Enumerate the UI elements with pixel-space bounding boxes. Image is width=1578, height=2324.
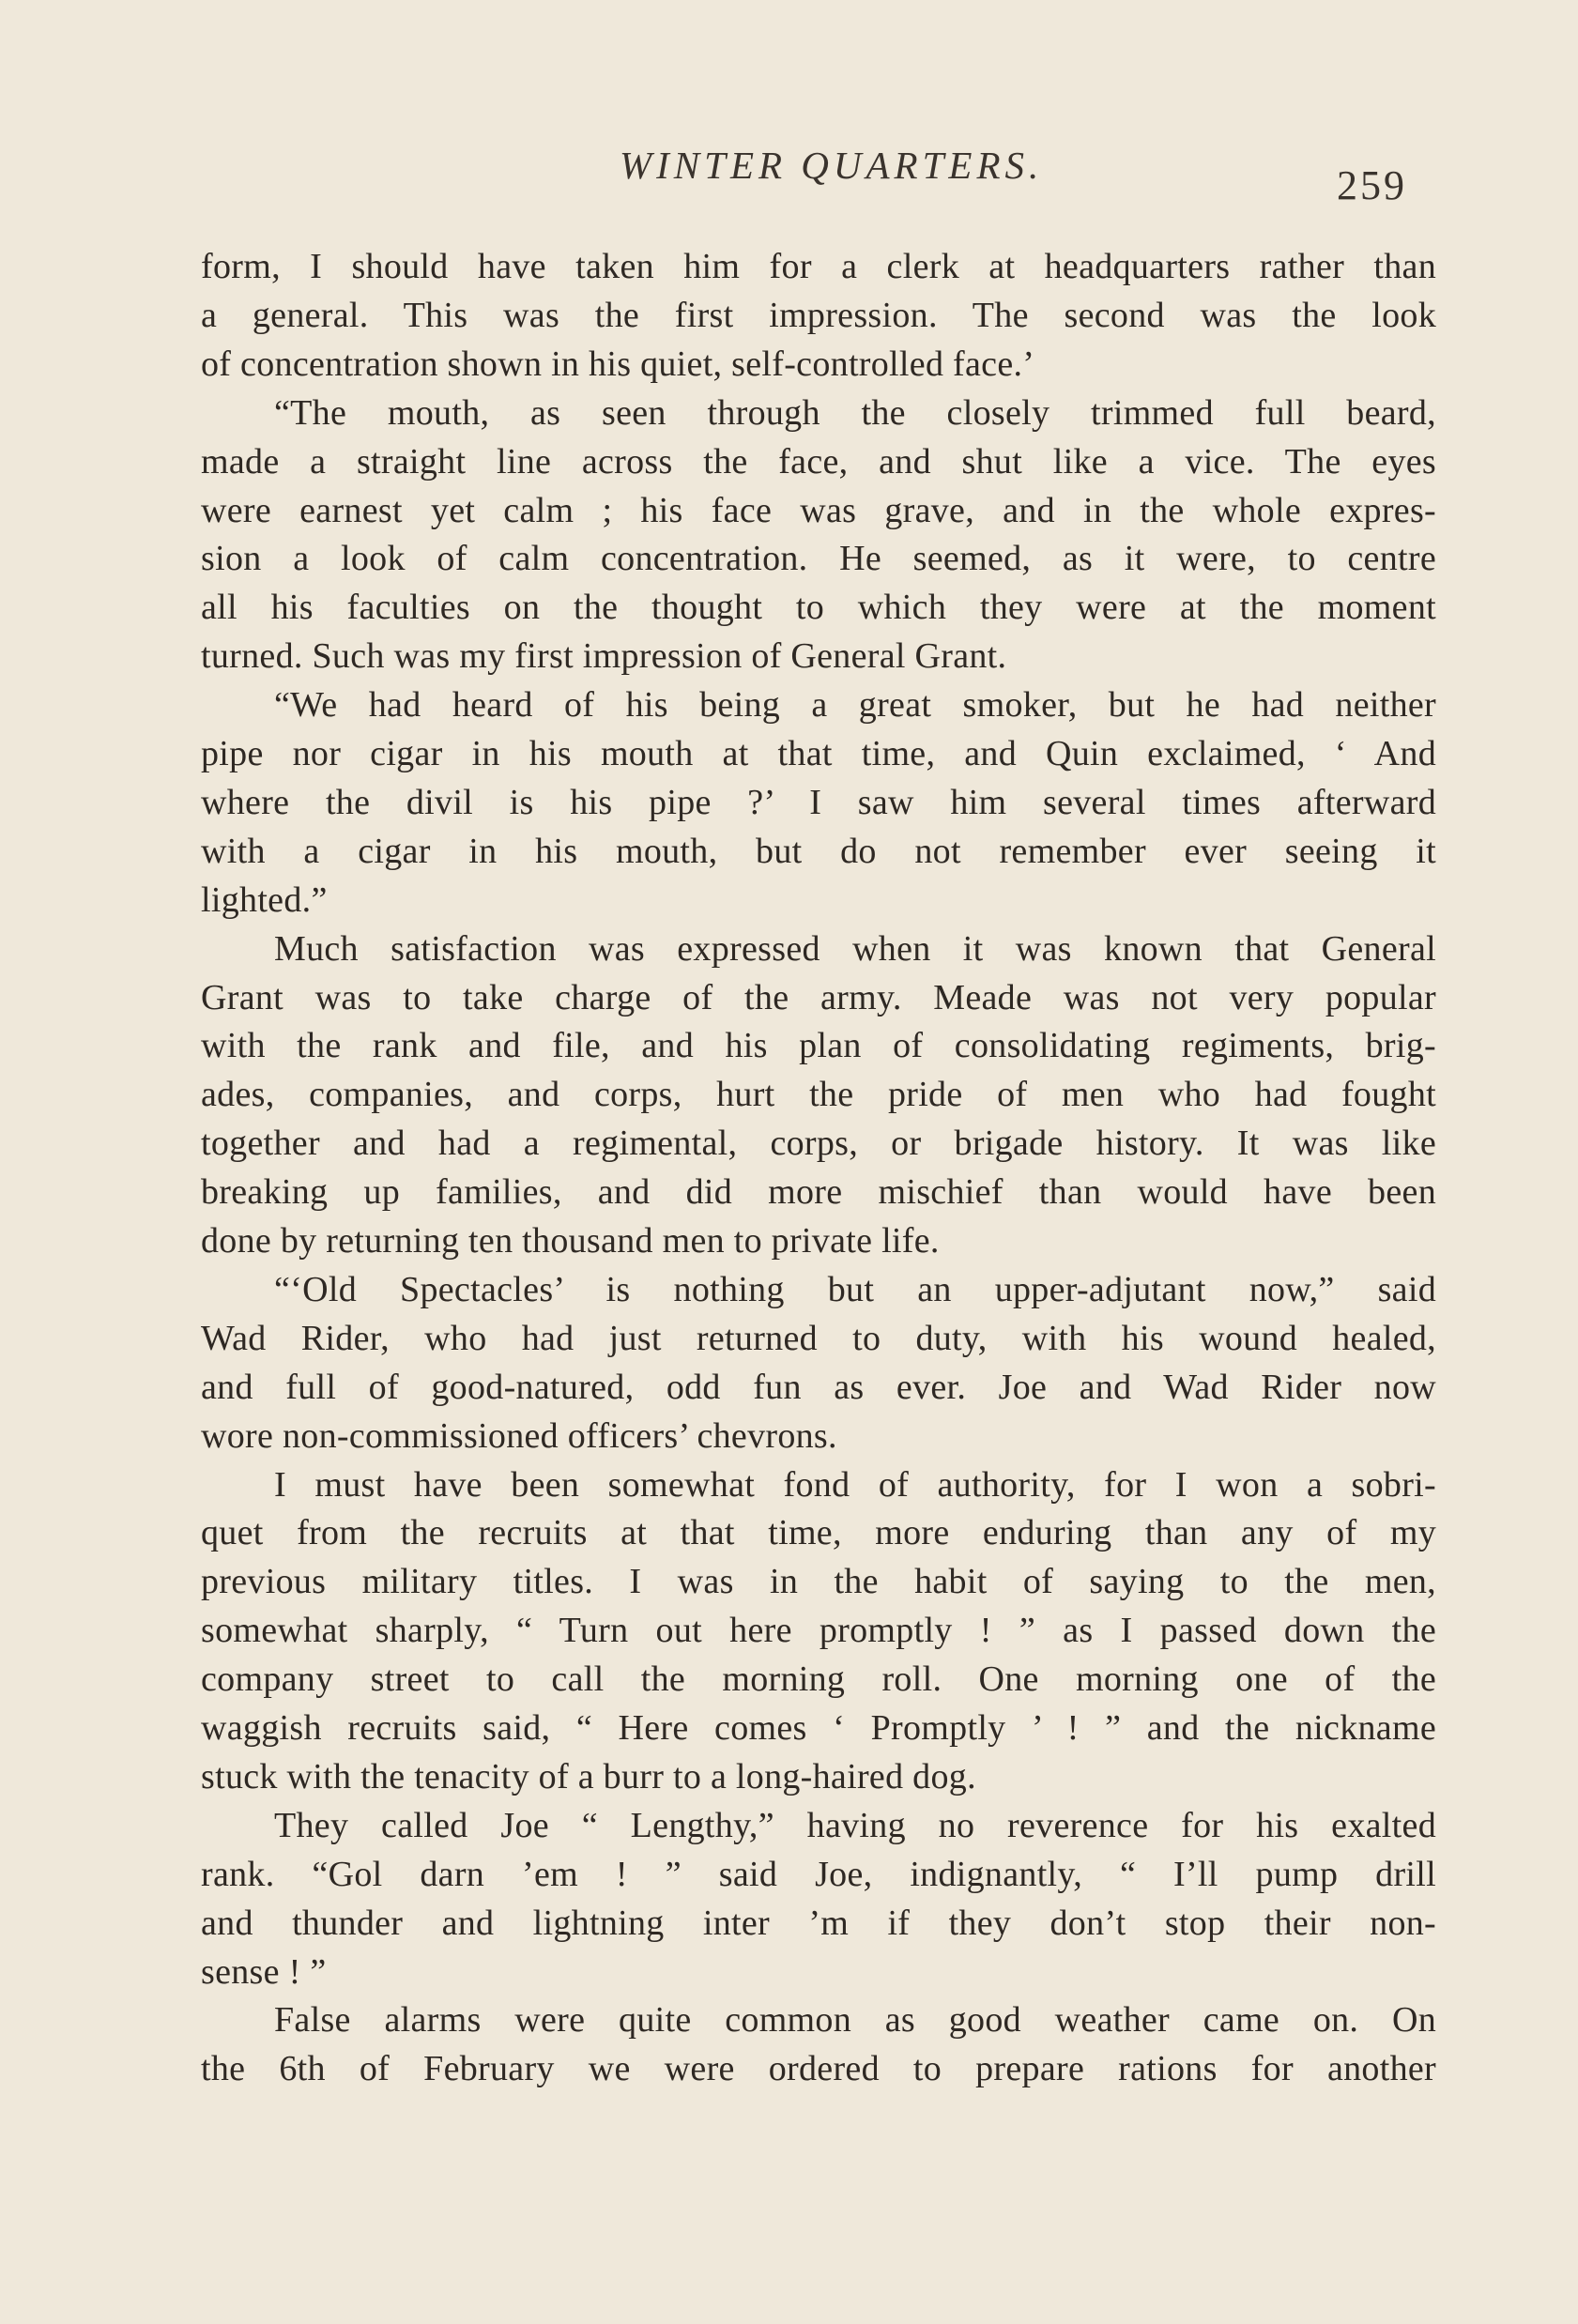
text-line: ades, companies, and corps, hurt the pride of men who had fought: [201, 1075, 1436, 1114]
text-line: were earnest yet calm ; his face was grave, and in the whole expres-: [201, 491, 1436, 530]
text-line: form, I should have taken him for a clerk at headquarters rather than: [201, 247, 1436, 286]
text-line: sense ! ”: [201, 1952, 327, 1992]
text-line: company street to call the morning roll. One morning one of the: [201, 1659, 1436, 1699]
text-line: a general. This was the first impression. The second was the look: [201, 296, 1436, 335]
text-line: quet from the recruits at that time, more enduring than any of my: [201, 1513, 1436, 1552]
text-line: sion a look of calm concentration. He seemed, as it were, to centre: [201, 539, 1436, 578]
text-line: “We had heard of his being a great smoker, but he had neither: [274, 685, 1436, 725]
text-line: Grant was to take charge of the army. Meade was not very popular: [201, 978, 1436, 1017]
text-line: Wad Rider, who had just returned to duty, with his wound healed,: [201, 1319, 1436, 1358]
text-line: “The mouth, as seen through the closely trimmed full beard,: [274, 393, 1436, 433]
text-line: I must have been somewhat fond of authority, for I won a sobri-: [274, 1465, 1436, 1505]
text-line: stuck with the tenacity of a burr to a long-haired dog.: [201, 1757, 976, 1797]
text-line: together and had a regimental, corps, or brigade history. It was like: [201, 1124, 1436, 1163]
text-line: made a straight line across the face, and shut like a vice. The eyes: [201, 442, 1436, 482]
text-line: done by returning ten thousand men to private life.: [201, 1221, 940, 1261]
text-line: previous military titles. I was in the habit of saying to the men,: [201, 1562, 1436, 1601]
text-line: They called Joe “ Lengthy,” having no reverence for his exalted: [274, 1806, 1436, 1845]
text-line: breaking up families, and did more mischief than would have been: [201, 1172, 1436, 1212]
text-line: lighted.”: [201, 880, 328, 920]
text-line: rank. “Gol darn ’em ! ” said Joe, indignantly, “ I’ll pump drill: [201, 1855, 1436, 1894]
page-number: 259: [1337, 162, 1407, 208]
text-line: with the rank and file, and his plan of consolidating regiments, brig-: [201, 1026, 1436, 1065]
text-line: False alarms were quite common as good weather came on. On: [274, 2000, 1436, 2040]
text-line: somewhat sharply, “ Turn out here promptly ! ” as I passed down the: [201, 1611, 1436, 1650]
text-line: wore non-commissioned officers’ chevrons.: [201, 1416, 837, 1456]
text-line: waggish recruits said, “ Here comes ‘ Promptly ’ ! ” and the nickname: [201, 1708, 1436, 1748]
text-line: all his faculties on the thought to which they were at the moment: [201, 588, 1436, 627]
text-line: of concentration shown in his quiet, self-controlled face.’: [201, 344, 1035, 384]
text-line: turned. Such was my first impression of General Grant.: [201, 636, 1007, 676]
text-line: where the divil is his pipe ?’ I saw him several times afterward: [201, 783, 1436, 822]
text-line: pipe nor cigar in his mouth at that time, and Quin exclaimed, ‘ And: [201, 734, 1436, 773]
running-title: WINTER QUARTERS.: [620, 144, 1044, 187]
text-line: Much satisfaction was expressed when it was known that General: [274, 929, 1436, 969]
text-line: and full of good-natured, odd fun as ever. Joe and Wad Rider now: [201, 1368, 1436, 1407]
text-line: “‘Old Spectacles’ is nothing but an upper-adjutant now,” said: [274, 1270, 1436, 1309]
text-line: and thunder and lightning inter ’m if they don’t stop their non-: [201, 1904, 1436, 1943]
text-line: the 6th of February we were ordered to prepare rations for another: [201, 2049, 1436, 2088]
text-line: with a cigar in his mouth, but do not remember ever seeing it: [201, 832, 1436, 871]
